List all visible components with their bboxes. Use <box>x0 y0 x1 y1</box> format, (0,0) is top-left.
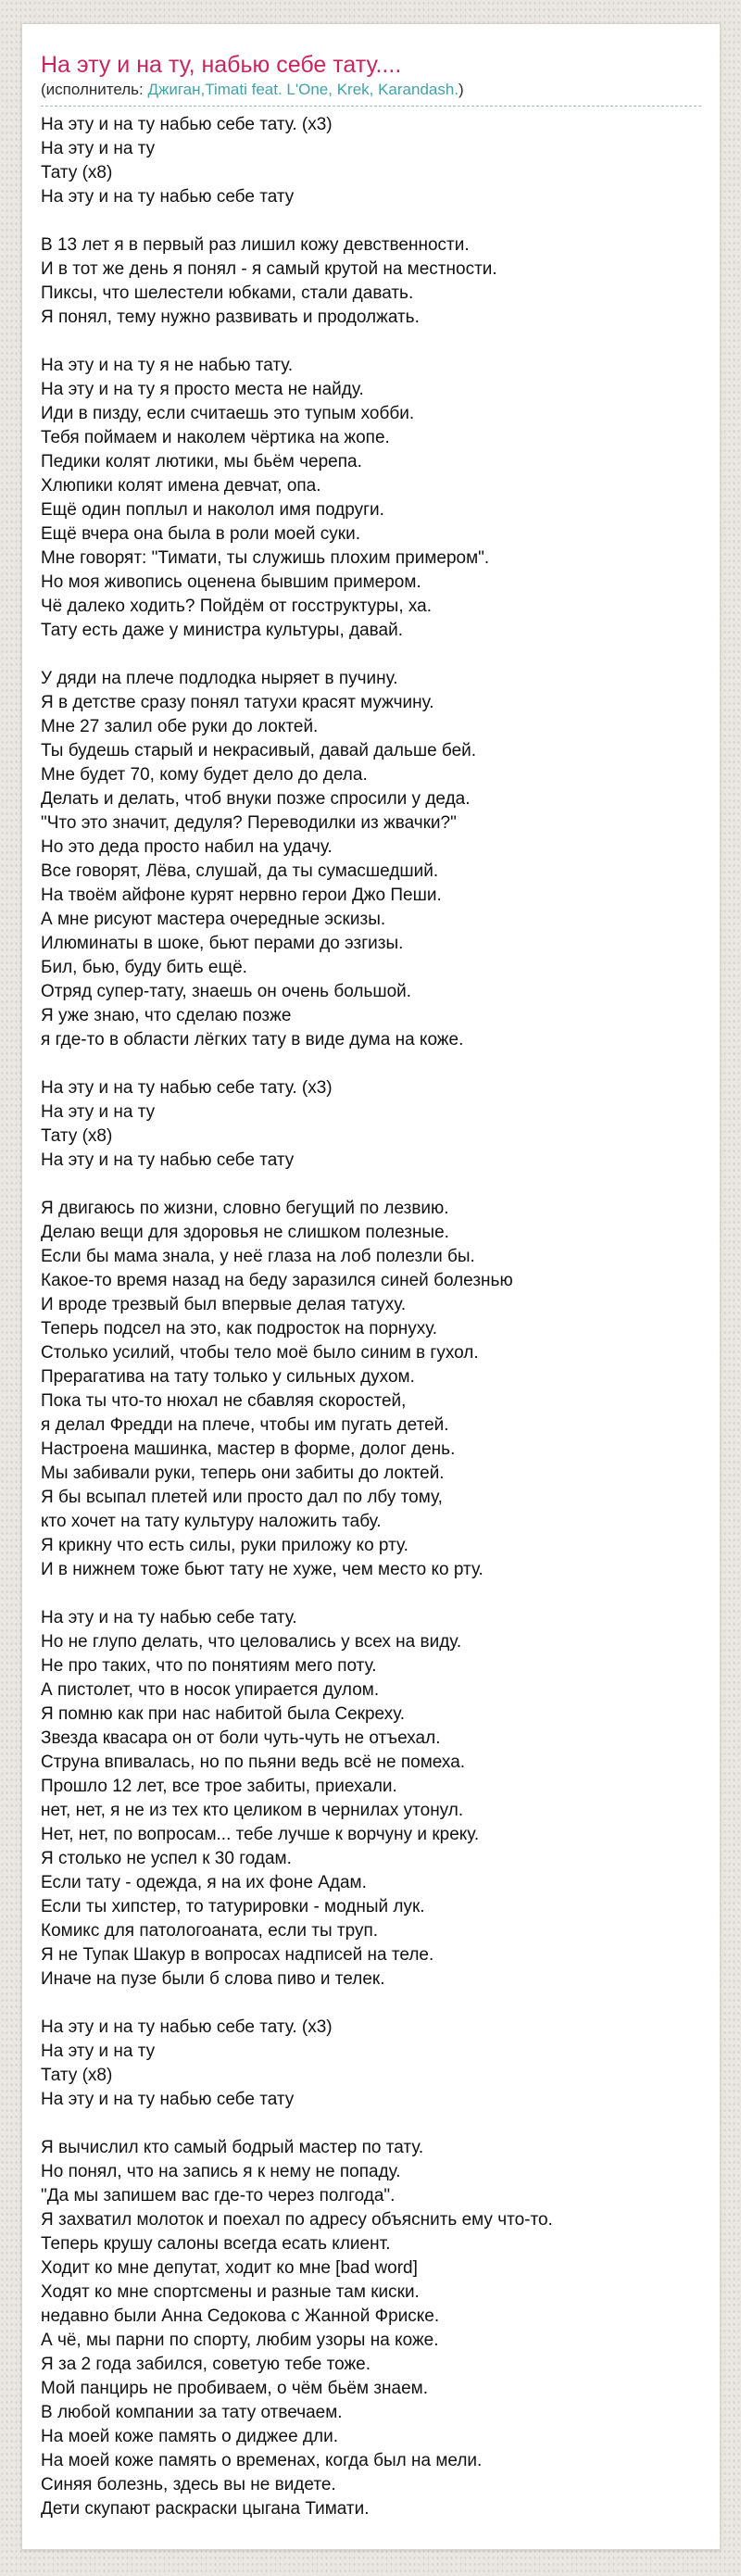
lyric-line: Илюминаты в шоке, бьют перами до эзгизы. <box>41 934 404 953</box>
lyric-line: Звезда квасара он от боли чуть-чуть не отъехал. <box>41 1728 441 1748</box>
lyric-line: У дяди на плече подлодка ныряет в пучину. <box>41 669 398 688</box>
lyric-line: Я столько не успел к 30 годам. <box>41 1849 292 1868</box>
lyric-line: Ходит ко мне депутат, ходит ко мне [bad word] <box>41 2258 418 2278</box>
lyric-line: Педики колят лютики, мы бьём черепа. <box>41 452 362 471</box>
lyric-line: Я уже знаю, что сделаю позже <box>41 1006 292 1025</box>
lyric-line: Мне 27 залил обе руки до локтей. <box>41 717 319 736</box>
lyric-line: Но это деда просто набил на удачу. <box>41 837 333 857</box>
lyric-line: Если тату - одежда, я на их фоне Адам. <box>41 1873 367 1892</box>
lyric-line: А пистолет, что в носок упирается дулом. <box>41 1680 380 1700</box>
lyric-line: я делал Фредди на плече, чтобы им пугать детей. <box>41 1415 449 1435</box>
lyric-line: Ходят ко мне спортсмены и разные там киски. <box>41 2282 420 2302</box>
lyric-line: Но моя живопись оценена бывшим примером. <box>41 572 421 592</box>
lyric-line: На твоём айфоне курят нервно герои Джо Пеши. <box>41 886 442 905</box>
lyric-line: На эту и на ту набью себе тату <box>41 2090 295 2109</box>
lyric-line: На эту и на ту набью себе тату. <box>41 1608 297 1627</box>
lyric-line: Столько усилий, чтобы тело моё было синим в гухол. <box>41 1343 479 1363</box>
lyric-line: На эту и на ту <box>41 2042 156 2061</box>
stanza <box>41 2016 701 2112</box>
lyric-line: я где-то в области лёгких тату в виде дума на коже. <box>41 1030 464 1049</box>
lyric-line: Тату (х8) <box>41 1126 113 1146</box>
lyric-line: Делаю вещи для здоровья не слишком полезные. <box>41 1223 449 1242</box>
lyric-line: Тату (х8) <box>41 2066 113 2085</box>
stanza <box>41 1197 701 1582</box>
lyric-line: Я двигаюсь по жизни, словно бегущий по лезвию. <box>41 1199 449 1218</box>
artist-link[interactable]: Джиган,Timati feat. L'One, Krek, Karandash. <box>147 81 459 98</box>
lyric-line: Тату есть даже у министра культуры, давай. <box>41 621 404 640</box>
lyric-line: Ещё один поплыл и наколол имя подруги. <box>41 500 384 520</box>
lyric-line: На моей коже память о диджее дли. <box>41 2427 338 2446</box>
lyric-line: А мне рисуют мастера очередные эскизы. <box>41 910 386 929</box>
stanza <box>41 1076 701 1173</box>
lyric-line: Настроена машинка, мастер в форме, долог день. <box>41 1439 456 1459</box>
lyric-line: Нет, нет, по вопросам... тебе лучше к ворчуну и креку. <box>41 1825 480 1844</box>
lyric-line: Отряд супер-тату, знаешь он очень большой. <box>41 982 412 1001</box>
lyric-line: Прошло 12 лет, все трое забиты, приехали. <box>41 1777 397 1796</box>
lyric-line: Тебя поймаем и наколем чёртика на жопе. <box>41 428 390 447</box>
lyric-line: В 13 лет я в первый раз лишил кожу девственности. <box>41 235 470 255</box>
lyric-line: Если ты хипстер, то татурировки - модный лук. <box>41 1897 425 1916</box>
lyric-line: На эту и на ту набью себе тату. (х3) <box>41 115 333 134</box>
lyric-line: Если бы мама знала, у неё глаза на лоб полезли бы. <box>41 1247 475 1266</box>
lyric-line: Струна впивалась, но по пьяни ведь всё не помеха. <box>41 1753 466 1772</box>
lyric-line: Чё далеко ходить? Пойдём от госструктуры, ха. <box>41 597 433 616</box>
lyric-line: На эту и на ту <box>41 1102 156 1122</box>
lyric-line: Теперь крушу салоны всегда есать клиент. <box>41 2234 391 2254</box>
lyric-line: Я крикну что есть силы, руки приложу ко рту. <box>41 1536 408 1555</box>
artist-prefix-label: (исполнитель: <box>41 81 148 98</box>
stanza <box>41 233 701 330</box>
lyric-line: "Что это значит, дедуля? Переводилки из жвачки?" <box>41 813 457 833</box>
lyric-line: Я не Тупак Шакур в вопросах надписей на теле. <box>41 1945 434 1965</box>
lyric-line: Пиксы, что шелестели юбками, стали давать. <box>41 283 414 303</box>
lyric-line: Не про таких, что по понятиям мего поту. <box>41 1656 377 1676</box>
lyric-line: "Да мы запишем вас где-то через полгода". <box>41 2186 396 2205</box>
lyrics-text <box>41 113 701 2521</box>
lyric-line: нет, нет, я не из тех кто целиком в чернилах утонул. <box>41 1801 464 1820</box>
lyric-line: Бил, бью, буду бить ещё. <box>41 958 247 977</box>
lyric-line: Мне будет 70, кому будет дело до дела. <box>41 765 368 785</box>
artist-suffix-label: ) <box>458 81 464 98</box>
lyric-line: Делать и делать, чтоб внуки позже спросили у деда. <box>41 789 471 809</box>
page-background <box>0 23 741 2576</box>
lyric-line: Все говорят, Лёва, слушай, да ты сумасшедший. <box>41 861 439 881</box>
lyric-line: На эту и на ту набью себе тату <box>41 1150 295 1170</box>
lyric-line: недавно были Анна Седокова с Жанной Фриске. <box>41 2306 440 2326</box>
lyric-line: На моей коже память о временах, когда был на мели. <box>41 2451 483 2470</box>
lyric-line: Я помню как при нас набитой была Секреху. <box>41 1704 406 1724</box>
lyric-line: Пока ты что-то нюхал не сбавляя скоростей, <box>41 1391 407 1411</box>
lyric-line: Синяя болезнь, здесь вы не видете. <box>41 2475 336 2494</box>
lyric-line: Но не глупо делать, что целовались у всех на виду. <box>41 1632 462 1652</box>
lyric-line: И вроде трезвый был впервые делая татуху. <box>41 1295 407 1314</box>
lyric-line: Я бы всыпал плетей или просто дал по лбу тому, <box>41 1488 443 1507</box>
lyric-line: Теперь подсел на это, как подросток на порнуху. <box>41 1319 438 1338</box>
lyric-line: Прерагатива на тату только у сильных духом. <box>41 1367 415 1387</box>
lyric-line: Тату (х8) <box>41 163 113 182</box>
lyric-line: И в нижнем тоже бьют тату не хуже, чем место ко рту. <box>41 1560 484 1579</box>
artist-line <box>41 81 701 107</box>
lyric-line: В любой компании за тату отвечаем. <box>41 2403 343 2422</box>
lyric-line: Я вычислил кто самый бодрый мастер по тату. <box>41 2138 424 2157</box>
lyric-line: На эту и на ту я просто места не найду. <box>41 380 364 399</box>
lyric-line: Я захватил молоток и поехал по адресу объяснить ему что-то. <box>41 2210 553 2230</box>
lyric-line: Я за 2 года забился, советую тебе тоже. <box>41 2355 370 2374</box>
stanza <box>41 113 701 209</box>
lyric-line: Мне говорят: "Тимати, ты служишь плохим примером". <box>41 548 490 568</box>
stanza <box>41 667 701 1052</box>
lyric-line: Хлюпики колят имена девчат, опа. <box>41 476 321 496</box>
lyric-line: Но понял, что на запись я к нему не попаду. <box>41 2162 401 2181</box>
lyric-line: На эту и на ту <box>41 139 156 158</box>
lyric-line: Дети скупают раскраски цыгана Тимати. <box>41 2499 370 2519</box>
lyric-line: Мой панцирь не пробиваем, о чём бьём знаем. <box>41 2379 428 2398</box>
lyrics-card <box>21 23 721 2550</box>
stanza <box>41 354 701 643</box>
lyric-line: Комикс для патологоаната, если ты труп. <box>41 1921 379 1941</box>
lyric-line: Иначе на пузе были б слова пиво и телек. <box>41 1969 385 1989</box>
lyric-line: Ты будешь старый и некрасивый, давай дальше бей. <box>41 741 477 760</box>
lyric-line: кто хочет на тату культуру наложить табу. <box>41 1512 382 1531</box>
lyric-line: На эту и на ту набью себе тату. (х3) <box>41 2017 333 2037</box>
lyric-line: На эту и на ту набью себе тату <box>41 187 295 207</box>
stanza <box>41 2136 701 2521</box>
lyric-line: На эту и на ту набью себе тату. (х3) <box>41 1078 333 1098</box>
lyric-line: Иди в пизду, если считаешь это тупым хобби. <box>41 404 415 423</box>
lyric-line: А чё, мы парни по спорту, любим узоры на коже. <box>41 2331 439 2350</box>
lyric-line: Я в детстве сразу понял татухи красят мужчину. <box>41 693 434 712</box>
lyric-line: И в тот же день я понял - я самый крутой на местности. <box>41 259 497 279</box>
lyric-line: Мы забивали руки, теперь они забиты до локтей. <box>41 1464 445 1483</box>
lyric-line: Ещё вчера она была в роли моей суки. <box>41 524 361 544</box>
stanza <box>41 1606 701 1992</box>
lyric-line: Какое-то время назад на беду заразился синей болезнью <box>41 1271 513 1290</box>
page-title: На эту и на ту, набью себе тату.... <box>41 52 402 78</box>
lyric-line: На эту и на ту я не набью тату. <box>41 356 294 375</box>
lyric-line: Я понял, тему нужно развивать и продолжать. <box>41 308 420 327</box>
